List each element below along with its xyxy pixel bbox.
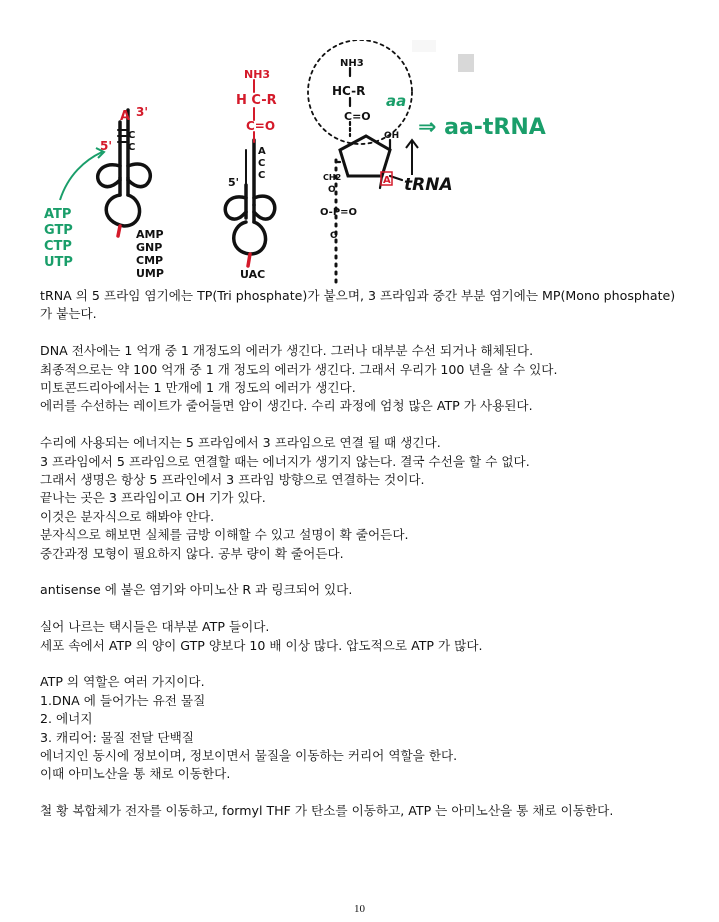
paragraph: 1.DNA 에 들어가는 유전 물질 xyxy=(40,692,206,708)
paragraph-gap xyxy=(40,324,680,342)
paragraph: 2. 에너지 xyxy=(40,711,93,727)
paragraph-gap xyxy=(40,563,680,581)
monophosphate-amp: AMP xyxy=(136,228,164,241)
right-aa-trna-diagram xyxy=(308,40,412,285)
middle-anticodon-label: UAC xyxy=(240,268,266,281)
left-c2-label: C xyxy=(128,142,136,153)
aa-label: aa xyxy=(386,92,407,110)
paragraph: 에러를 수선하는 레이트가 줄어들면 암이 생긴다. 수리 과정에 엄청 많은 ATP 가 사용된다. xyxy=(40,398,533,414)
middle-c2-label: C xyxy=(258,170,266,181)
paragraph: 끝나는 곳은 3 프라임이고 OH 기가 있다. xyxy=(40,490,266,506)
right-hcr-label: HC-R xyxy=(332,84,366,98)
paragraph-gap xyxy=(40,655,680,673)
left-green-arrow xyxy=(60,152,102,200)
paragraph: 철 황 복합체가 전자를 이동하고, formyl THF 가 탄소를 이동하고, ATP 는 아미노산을 통 채로 이동한다. xyxy=(40,803,614,819)
middle-nh3-label: NH3 xyxy=(244,68,271,81)
monophosphate-cmp: CMP xyxy=(136,254,164,267)
aa-trna-equation: ⇒ aa-tRNA xyxy=(418,115,546,140)
trna-up-arrow xyxy=(406,140,418,175)
middle-co-label: C=O xyxy=(246,119,276,133)
paragraph: tRNA 의 5 프라임 염기에는 TP(Tri phosphate)가 붙으며, 3 프라임과 중간 부분 염기에는 MP(Mono phosphate)가 붙는다. xyxy=(40,288,676,322)
nucleotide-gtp: GTP xyxy=(44,223,73,238)
right-base-label: A xyxy=(383,175,391,186)
right-co-label: C=O xyxy=(344,110,371,123)
paragraph-gap xyxy=(40,784,680,802)
right-o2-label: O xyxy=(330,231,338,241)
paragraph: 3. 캐리어: 물질 전달 단백질 xyxy=(40,729,194,745)
body-text xyxy=(40,287,680,821)
left-5prime-label: 5' xyxy=(100,139,113,153)
nucleotide-atp: ATP xyxy=(44,207,72,222)
paragraph: 실어 나르는 택시들은 대부분 ATP 들이다. xyxy=(40,619,270,635)
trna-label: tRNA xyxy=(404,175,453,195)
paragraph: 에너지인 동시에 정보이며, 정보이면서 물질을 이동하는 커리어 역할을 한다. xyxy=(40,748,458,764)
left-c1-label: C xyxy=(128,130,136,141)
middle-hcr-label: H C-R xyxy=(236,93,277,108)
right-o-label: O xyxy=(328,185,336,195)
nucleotide-ctp: CTP xyxy=(44,239,72,254)
paragraph: 최종적으로는 약 100 억개 중 1 개 정도의 에러가 생긴다. 그래서 우리가 100 년을 살 수 있다. xyxy=(40,361,558,377)
monophosphate-gnp: GNP xyxy=(136,241,163,254)
right-phosphate-label: O-P=O xyxy=(320,207,358,218)
blurred-mark xyxy=(458,54,474,72)
right-oh-label: OH xyxy=(384,131,400,141)
paragraph: 3 프라임에서 5 프라임으로 연결할 때는 에너지가 생기지 않는다. 결국 수선을 할 수 없다. xyxy=(40,453,530,469)
paragraph: 수리에 사용되는 에너지는 5 프라임에서 3 프라임으로 연결 될 때 생긴다. xyxy=(40,435,441,451)
paragraph: 중간과정 모형이 필요하지 않다. 공부 량이 확 줄어든다. xyxy=(40,545,344,561)
paragraph-gap xyxy=(40,416,680,434)
monophosphate-ump: UMP xyxy=(136,267,164,280)
paragraph: 미토콘드리아에서는 1 만개에 1 개 정도의 에러가 생긴다. xyxy=(40,380,356,396)
page-number: 10 xyxy=(354,903,365,915)
paragraph: ATP 의 역할은 여러 가지이다. xyxy=(40,674,205,690)
paragraph: 이것은 분자식으로 해봐야 안다. xyxy=(40,508,215,524)
paragraph: 분자식으로 해보면 실체를 금방 이해할 수 있고 설명이 확 줄어든다. xyxy=(40,527,409,543)
paragraph: DNA 전사에는 1 억개 중 1 개정도의 에러가 생긴다. 그러나 대부분 수선 되거나 해체된다. xyxy=(40,343,534,359)
middle-c1-label: C xyxy=(258,158,266,169)
left-a-label: A xyxy=(120,109,131,124)
left-trna-diagram xyxy=(98,110,151,236)
middle-5prime-label: 5' xyxy=(228,176,240,189)
nucleotide-utp: UTP xyxy=(44,255,73,270)
right-ch2-label: CH2 xyxy=(323,173,342,182)
paragraph-gap xyxy=(40,600,680,618)
paragraph: 세포 속에서 ATP 의 양이 GTP 양보다 10 배 이상 많다. 압도적으로 ATP 가 많다. xyxy=(40,637,483,653)
left-3prime-label: 3' xyxy=(136,105,149,119)
paragraph: antisense 에 붙은 염기와 아미노산 R 과 링크되어 있다. xyxy=(40,582,353,598)
paragraph: 이때 아미노산을 통 채로 이동한다. xyxy=(40,766,231,782)
middle-a-label: A xyxy=(258,146,266,157)
paragraph: 그래서 생명은 항상 5 프라인에서 3 프라임 방향으로 연결하는 것이다. xyxy=(40,472,425,488)
right-nh3-label: NH3 xyxy=(340,58,364,69)
trna-handdrawn-figure xyxy=(40,40,680,285)
